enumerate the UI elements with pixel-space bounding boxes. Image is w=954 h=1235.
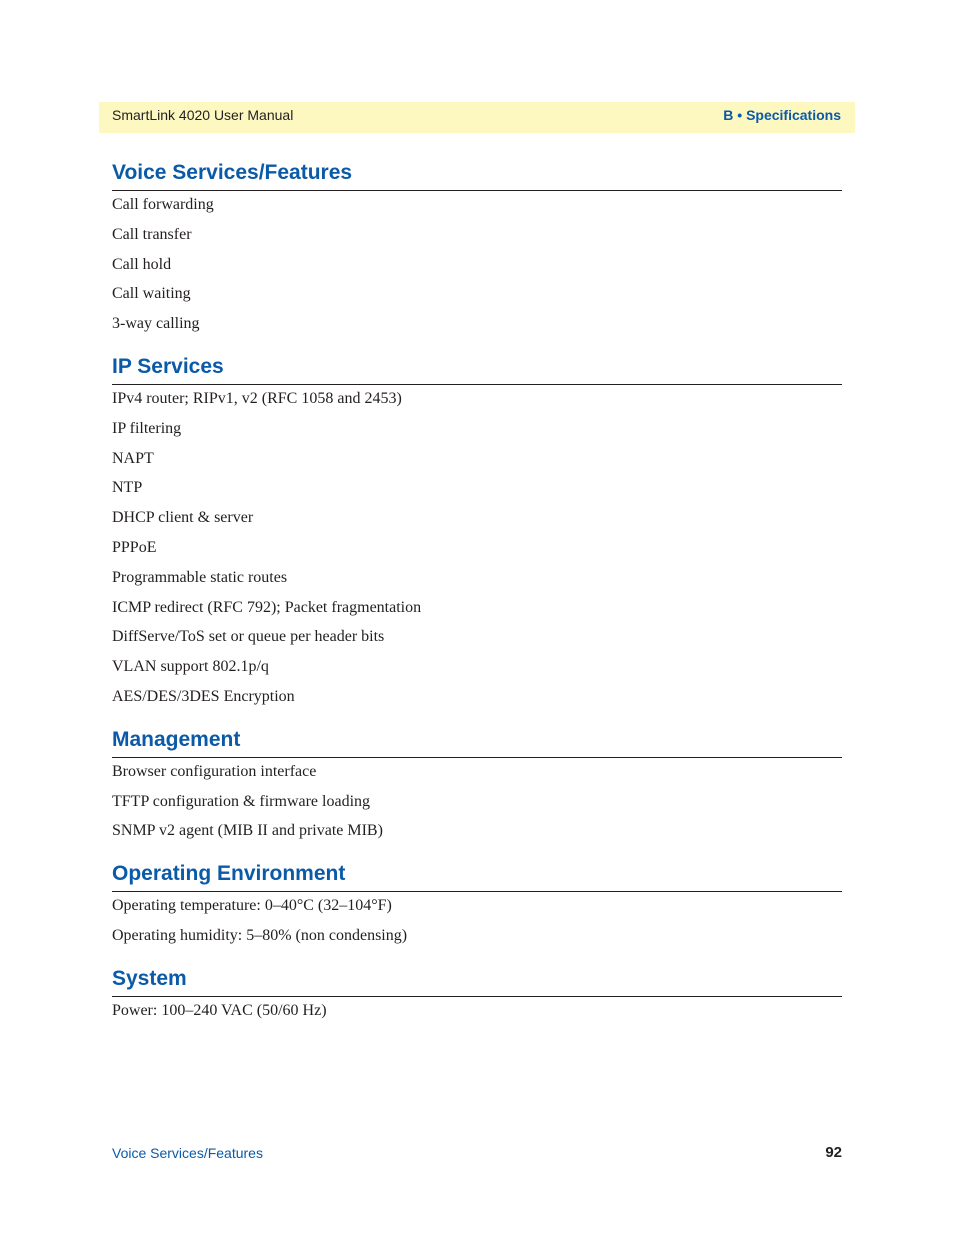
list-item: Call transfer xyxy=(112,225,192,243)
section-ip-services xyxy=(112,352,842,712)
list-item: NTP xyxy=(112,479,143,497)
list-item: SNMP v2 agent (MIB II and private MIB) xyxy=(112,822,383,840)
list-item: Power: 100–240 VAC (50/60 Hz) xyxy=(112,1001,327,1019)
section-title: Operating Environment xyxy=(112,859,842,892)
section-title: System xyxy=(112,964,842,997)
section-title: Management xyxy=(112,725,842,758)
list-item: 3-way calling xyxy=(112,315,200,333)
list-item: ICMP redirect (RFC 792); Packet fragmentation xyxy=(112,598,422,616)
list-item: TFTP configuration & firmware loading xyxy=(112,792,371,810)
page-content xyxy=(112,158,842,1039)
header-manual-title: SmartLink 4020 User Manual xyxy=(112,107,294,123)
item-list xyxy=(112,891,842,951)
page-number: 92 xyxy=(825,1144,842,1161)
section-operating-environment xyxy=(112,859,842,951)
list-item: DiffServe/ToS set or queue per header bits xyxy=(112,628,385,646)
list-item: IP filtering xyxy=(112,419,182,437)
list-item: Call forwarding xyxy=(112,196,214,213)
list-item: Programmable static routes xyxy=(112,568,288,586)
section-title: Voice Services/Features xyxy=(112,158,842,191)
list-item: Browser configuration interface xyxy=(112,762,317,780)
list-item: AES/DES/3DES Encryption xyxy=(112,687,295,705)
section-system xyxy=(112,964,842,1026)
section-management xyxy=(112,725,842,846)
list-item: NAPT xyxy=(112,449,154,467)
list-item: IPv4 router; RIPv1, v2 (RFC 1058 and 2453) xyxy=(112,389,402,407)
header-chapter-title: B • Specifications xyxy=(723,107,841,123)
list-item: PPPoE xyxy=(112,538,157,556)
list-item: Operating temperature: 0–40°C (32–104°F) xyxy=(112,897,392,915)
item-list xyxy=(112,996,842,1026)
list-item: Call hold xyxy=(112,255,172,273)
section-voice-services xyxy=(112,158,842,339)
list-item: Call waiting xyxy=(112,285,191,303)
list-item: VLAN support 802.1p/q xyxy=(112,658,269,676)
item-list xyxy=(112,757,842,846)
footer-section-name: Voice Services/Features xyxy=(112,1145,263,1161)
item-list xyxy=(112,384,842,712)
list-item: Operating humidity: 5–80% (non condensing) xyxy=(112,926,408,944)
list-item: DHCP client & server xyxy=(112,509,254,527)
section-title: IP Services xyxy=(112,352,842,385)
running-header xyxy=(99,102,855,133)
item-list xyxy=(112,190,842,339)
